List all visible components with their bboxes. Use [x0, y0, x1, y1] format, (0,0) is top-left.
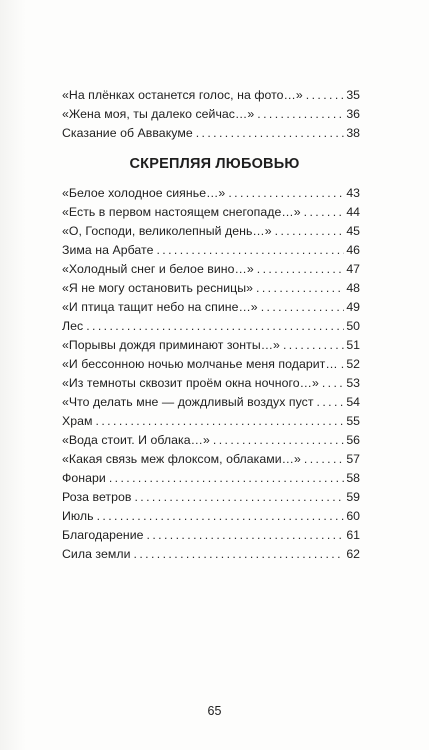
- toc-entry-title: «И бессонною ночью молчанье меня подарит…: [62, 357, 338, 371]
- toc-entry-page: 35: [346, 88, 360, 102]
- toc-entry: [62, 412, 360, 431]
- toc-entry-title: «О, Господи, великолепный день…»: [62, 224, 272, 238]
- dot-leader: [134, 545, 344, 564]
- dot-leader: [109, 469, 344, 488]
- dot-leader: [257, 260, 344, 279]
- toc-entry-page: 36: [346, 107, 360, 121]
- toc-entry: [62, 298, 360, 317]
- dot-leader: [86, 317, 344, 336]
- toc-entry-title: «Какая связь меж флоксом, облаками…»: [62, 452, 301, 466]
- dot-leader: [306, 86, 344, 105]
- toc-entry-title: «На плёнках останется голос, на фото…»: [62, 88, 303, 102]
- toc-entry: [62, 469, 360, 488]
- toc-entry-page: 54: [346, 395, 360, 409]
- toc-entry-title: «Я не могу остановить ресницы»: [62, 281, 254, 295]
- toc-entry-title: Зима на Арбате: [62, 243, 154, 257]
- toc-entry: [62, 184, 360, 203]
- toc-entry: [62, 526, 360, 545]
- toc-entry-page: 48: [346, 281, 360, 295]
- toc-continued-list: [62, 86, 360, 143]
- toc-entry: [62, 203, 360, 222]
- toc-entry-title: Сказание об Аввакуме: [62, 126, 193, 140]
- toc-entry-page: 62: [346, 547, 360, 561]
- toc-entry: [62, 86, 360, 105]
- toc-entry-page: 61: [346, 528, 360, 542]
- toc-entry-page: 52: [346, 357, 360, 371]
- dot-leader: [96, 412, 344, 431]
- toc-entry-page: 46: [346, 243, 360, 257]
- toc-entry-page: 55: [346, 414, 360, 428]
- toc-entry: [62, 431, 360, 450]
- toc-entry: [62, 374, 360, 393]
- toc-entry: [62, 317, 360, 336]
- toc-entry: [62, 222, 360, 241]
- toc-entry-title: Лес: [62, 319, 84, 333]
- toc-entry: [62, 279, 360, 298]
- toc-entry: [62, 124, 360, 143]
- toc-entry: [62, 488, 360, 507]
- toc-entry: [62, 260, 360, 279]
- dot-leader: [304, 203, 344, 222]
- toc-entry: [62, 450, 360, 469]
- toc-entry-title: «Порывы дождя приминают зонты…»: [62, 338, 280, 352]
- dot-leader: [156, 241, 344, 260]
- toc-entry-title: «Вода стоит. И облака…»: [62, 433, 210, 447]
- toc-entry-title: «Из темноты сквозит проём окна ночного…»: [62, 376, 319, 390]
- toc-entry: [62, 507, 360, 526]
- toc-entry-page: 53: [346, 376, 360, 390]
- toc-entry-title: Роза ветров: [62, 490, 132, 504]
- toc-entry: [62, 545, 360, 564]
- dot-leader: [341, 355, 344, 374]
- dot-leader: [275, 222, 344, 241]
- toc-entry-page: 49: [346, 300, 360, 314]
- dot-leader: [304, 450, 344, 469]
- toc-entry-page: 38: [346, 126, 360, 140]
- dot-leader: [257, 105, 344, 124]
- toc-entry: [62, 336, 360, 355]
- dot-leader: [228, 184, 344, 203]
- toc-entry-page: 59: [346, 490, 360, 504]
- dot-leader: [196, 124, 344, 143]
- dot-leader: [213, 431, 344, 450]
- toc-entry-title: Благодарение: [62, 528, 144, 542]
- dot-leader: [97, 507, 344, 526]
- toc-entry-page: 44: [346, 205, 360, 219]
- toc-entry-page: 60: [346, 509, 360, 523]
- toc-entry-page: 56: [346, 433, 360, 447]
- toc-entry-title: «И птица тащит небо на спине…»: [62, 300, 258, 314]
- toc-entry: [62, 105, 360, 124]
- toc-entry-title: «Есть в первом настоящем снегопаде…»: [62, 205, 301, 219]
- toc-entry-page: 47: [346, 262, 360, 276]
- toc-entry-page: 43: [346, 186, 360, 200]
- toc-entry-title: «Жена моя, ты далеко сейчас…»: [62, 107, 255, 121]
- dot-leader: [256, 279, 344, 298]
- dot-leader: [283, 336, 344, 355]
- toc-entry-title: Храм: [62, 414, 93, 428]
- toc-entry-page: 50: [346, 319, 360, 333]
- toc-section-list: [62, 184, 360, 564]
- toc-entry: [62, 355, 360, 374]
- toc-entry-title: Сила земли: [62, 547, 131, 561]
- toc-entry-page: 58: [346, 471, 360, 485]
- dot-leader: [147, 526, 344, 545]
- toc-entry-title: «Что делать мне — дождливый воздух пуст: [62, 395, 314, 409]
- toc-entry-page: 57: [346, 452, 360, 466]
- toc-entry-title: Фонари: [62, 471, 106, 485]
- toc-entry: [62, 393, 360, 412]
- toc-entry-title: Июль: [62, 509, 94, 523]
- toc-entry-title: «Холодный снег и белое вино…»: [62, 262, 254, 276]
- toc-entry-title: «Белое холодное сиянье…»: [62, 186, 226, 200]
- toc-entry-page: 51: [346, 338, 360, 352]
- toc-entry: [62, 241, 360, 260]
- section-heading: СКРЕПЛЯЯ ЛЮБОВЬЮ: [129, 156, 300, 172]
- page-number: 65: [207, 704, 222, 718]
- dot-leader: [317, 393, 344, 412]
- dot-leader: [134, 488, 344, 507]
- dot-leader: [261, 298, 344, 317]
- toc-entry-page: 45: [346, 224, 360, 238]
- dot-leader: [322, 374, 344, 393]
